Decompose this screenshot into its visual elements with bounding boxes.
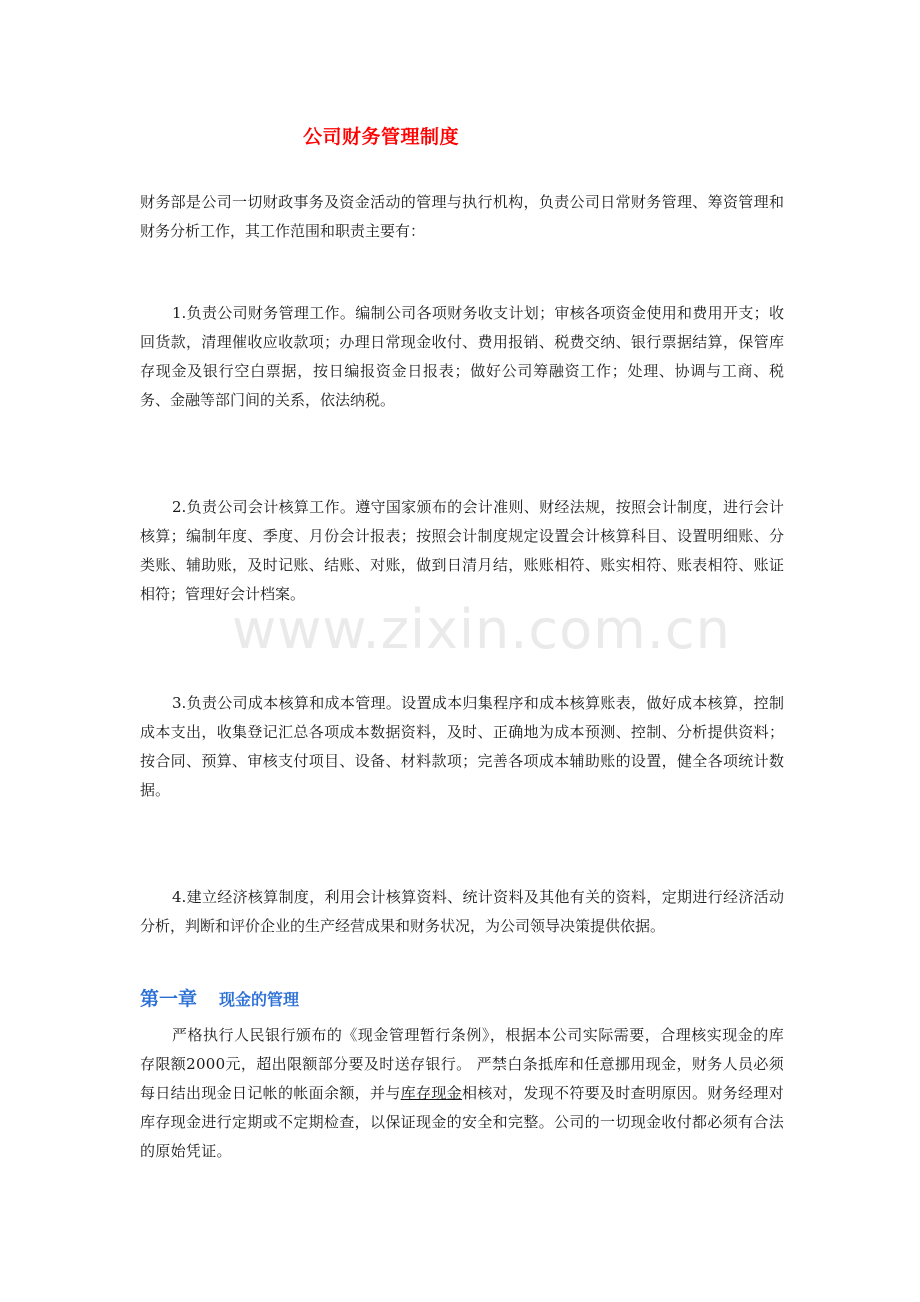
watermark: www.zixin.com.cn — [232, 598, 731, 661]
chapter-heading — [140, 984, 299, 1011]
intro-paragraph: 财务部是公司一切财政事务及资金活动的管理与执行机构，负责公司日常财务管理、筹资管理和财务分析工作，其工作范围和职责主要有： — [140, 193, 784, 240]
duty-item-1: 1.负责公司财务管理工作。编制公司各项财务收支计划；审核各项资金使用和费用开支；收回货款，清理催收应收款项；办理日常现金收付、费用报销、税费交纳、银行票据结算，保管库存现金及银行空白票据，按日编报资金日报表；做好公司筹融资工作；处理、协调与工商、税务、金融等部门间的关系，依法纳税。 — [140, 304, 784, 409]
duty-item-4: 4.建立经济核算制度，利用会计核算资料、统计资料及其他有关的资料，定期进行经济活动分析，判断和评价企业的生产经营成果和财务状况，为公司领导决策提供依据。 — [140, 888, 784, 935]
chapter-name: 现金的管理 — [219, 990, 300, 1009]
chapter-paragraph — [140, 1021, 784, 1166]
duty-item-2: 2.负责公司会计核算工作。遵守国家颁布的会计准则、财经法规，按照会计制度，进行会计核算；编制年度、季度、月份会计报表；按照会计制度规定设置会计核算科目、设置明细账、分类账、辅助账，及时记账、结账、对账，做到日清月结，账账相符、账实相符、账表相符、账证相符；管理好会计档案。 — [140, 498, 784, 603]
chapter-number: 第一章 — [140, 988, 198, 1010]
chapter-text-end: 相核对，发现不符要及时查明原因。财务经理对库存现金进行定期或不定期检查，以保证现金的安全和完整。公司的一切现金收付都必须有合法的原始凭证。 — [140, 1084, 784, 1160]
duty-item-3: 3.负责公司成本核算和成本管理。设置成本归集程序和成本核算账表，做好成本核算，控制成本支出，收集登记汇总各项成本数据资料，及时、正确地为成本预测、控制、分析提供资料；按合同、预算、审核支付项目、设备、材料款项；完善各项成本辅助账的设置，健全各项统计数据。 — [140, 694, 784, 799]
chapter-text-start: 严格执行人民银行颁布的《现金管理暂行条例》，根据本公司实际需要，合理核实现金的库存限额2000元，超出限额部分要及时送存银行。 严禁白条抵库和任意挪用现金，财务人员必须每日结出现金日记帐的帐面余额，并与 — [140, 1026, 784, 1102]
cash-on-hand-link[interactable]: 库存现金 — [400, 1084, 463, 1102]
document-title: 公司财务管理制度 — [303, 126, 460, 148]
